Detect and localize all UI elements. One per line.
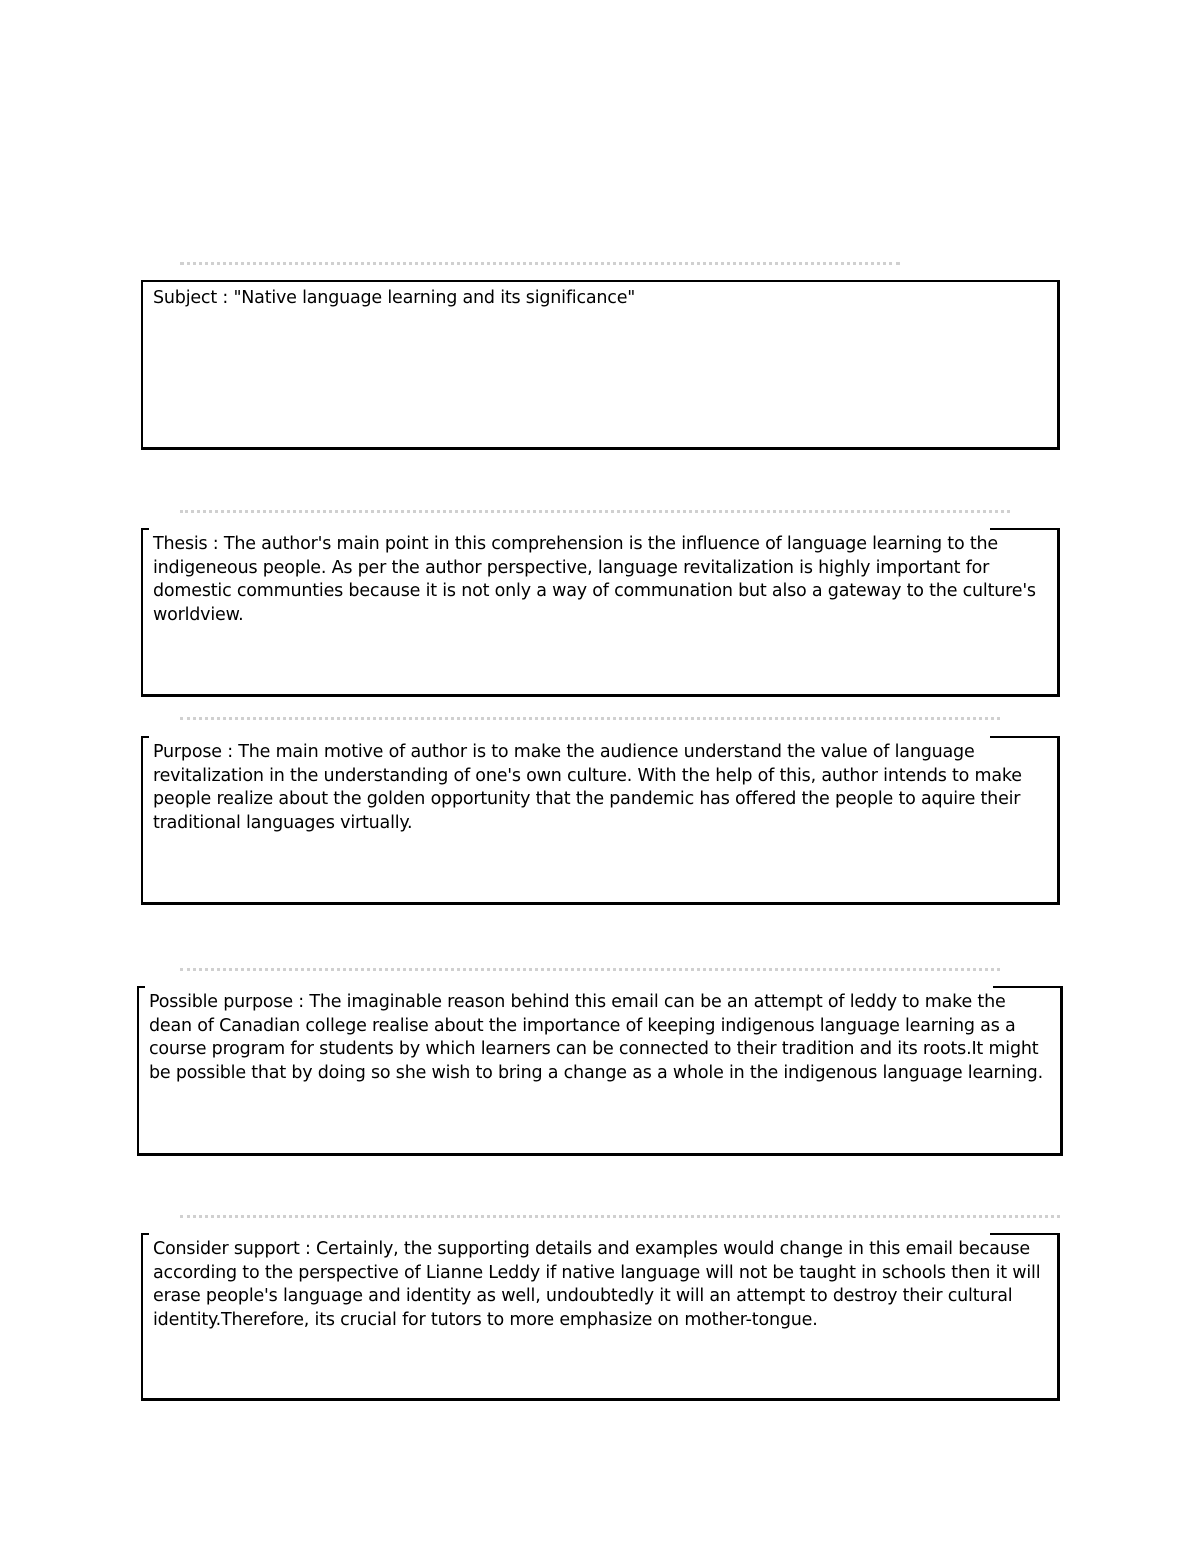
box-corner	[141, 528, 149, 542]
faint-question-line	[180, 262, 900, 265]
box-corner	[141, 736, 149, 750]
thesis-text: Thesis : The author's main point in this comprehension is the influence of language learning to the indigeneous people. As per the author perspective, language revitalization is highly important for domestic communties because it is not only a way of communation but also a gateway to the culture's worldview.	[153, 534, 1036, 625]
consider-support-box	[141, 1233, 1060, 1401]
possible-purpose-box	[137, 986, 1063, 1156]
subject-text: Subject : "Native language learning and its significance"	[153, 288, 636, 308]
faint-question-line	[180, 717, 1000, 720]
possible-purpose-text: Possible purpose : The imaginable reason behind this email can be an attempt of leddy to make the dean of Canadian college realise about the importance of keeping indigenous language learning as a course program for students by which learners can be connected to their tradition and its roots.It might be possible that by doing so she wish to bring a change as a whole in the indigenous language learning.	[149, 992, 1043, 1083]
box-corner	[137, 986, 145, 1000]
faint-question-line	[180, 968, 1000, 971]
box-corner	[141, 1233, 149, 1247]
faint-question-line	[180, 1215, 1060, 1218]
faint-question-line	[180, 510, 1010, 513]
purpose-text: Purpose : The main motive of author is to make the audience understand the value of language revitalization in the understanding of one's own culture. With the help of this, author intends to make people realize about the golden opportunity that the pandemic has offered the people to aquire their traditional languages virtually.	[153, 742, 1022, 833]
consider-support-text: Consider support : Certainly, the supporting details and examples would change in this email because according to the perspective of Lianne Leddy if native language will not be taught in schools then it will erase people's language and identity as well, undoubtedly it will an attempt to destroy their cultural identity.Therefore, its crucial for tutors to more emphasize on mother-tongue.	[153, 1239, 1041, 1330]
purpose-box	[141, 736, 1060, 905]
subject-box	[141, 280, 1060, 450]
thesis-box	[141, 528, 1060, 697]
